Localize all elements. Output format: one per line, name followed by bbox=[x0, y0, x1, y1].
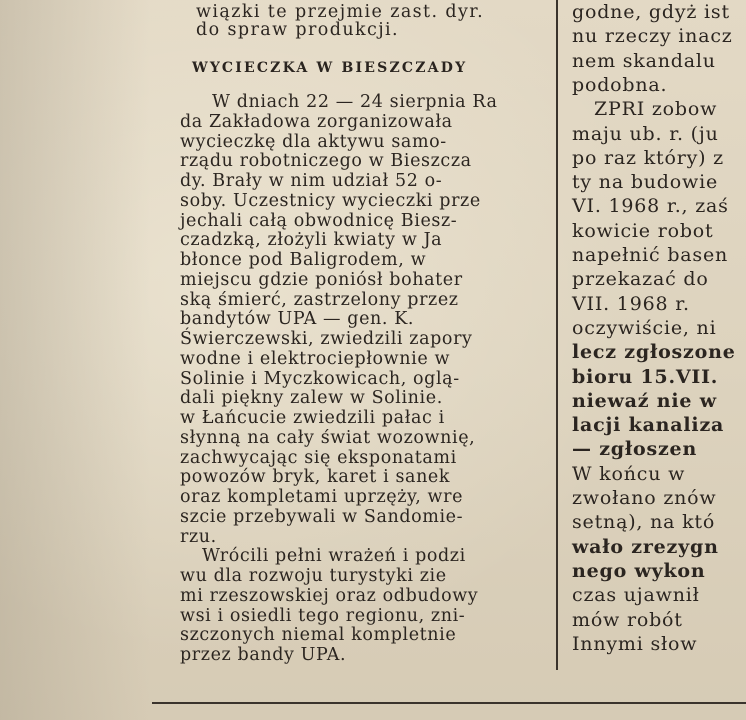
article-line: Wrócili pełni wrażeń i podzi bbox=[202, 546, 466, 567]
article-line: W dniach 22 — 24 sierpnia Ra bbox=[212, 92, 498, 112]
right-column-line: lecz zgłoszone bbox=[572, 341, 736, 364]
article-line: zachwycając się eksponatami bbox=[180, 447, 457, 468]
right-column-line: W końcu w bbox=[572, 462, 686, 485]
right-column-line: VII. 1968 r. bbox=[572, 292, 690, 315]
right-column-line: napełnić basen bbox=[572, 244, 729, 266]
article-line: szczonych niemal kompletnie bbox=[180, 625, 457, 646]
article-heading: WYCIECZKA W BIESZCZADY bbox=[192, 60, 468, 76]
article-line: soby. Uczestnicy wycieczki prze bbox=[180, 190, 481, 211]
right-column-line: zwołano znów bbox=[572, 487, 717, 509]
article-line: błonce pod Baligrodem, w bbox=[180, 250, 427, 270]
top-line-1: wiązki te przejmie zast. dyr. bbox=[196, 2, 485, 22]
article-line: wodne i elektrociepłownie w bbox=[180, 348, 451, 369]
article-line: mi rzeszowskiej oraz odbudowy bbox=[180, 585, 479, 606]
right-column-line: wało zrezygn bbox=[572, 535, 719, 558]
right-column-line: Innymi słow bbox=[572, 632, 698, 655]
right-column-line: nego wykon bbox=[572, 559, 706, 582]
right-column-line: mów robót bbox=[572, 608, 683, 631]
right-column-line: kowicie robot bbox=[572, 219, 714, 242]
right-column-line: — zgłoszen bbox=[572, 438, 698, 461]
article-line: w Łańcucie zwiedzili pałac i bbox=[180, 408, 445, 428]
right-column-line: przekazać do bbox=[572, 268, 709, 291]
right-column-line: podobna. bbox=[572, 73, 668, 96]
article-line: przez bandy UPA. bbox=[180, 645, 347, 665]
right-column-line: ZPRI zobow bbox=[594, 98, 718, 121]
right-column-line: godne, gdyż ist bbox=[572, 1, 730, 23]
article-line: szcie przebywali w Sandomie- bbox=[180, 506, 464, 527]
right-column-line: maju ub. r. (ju bbox=[572, 122, 719, 145]
right-column-line: nem skandalu bbox=[572, 49, 716, 72]
right-column-line: po raz który) z bbox=[572, 146, 724, 169]
right-column-line: oczywiście, ni bbox=[572, 316, 717, 339]
right-column-line: czas ujawnił bbox=[572, 584, 700, 607]
article-line: rzu. bbox=[180, 526, 217, 547]
article-line: bandytów UPA — gen. K. bbox=[180, 309, 415, 330]
article-line: dali piękny zalew w Solinie. bbox=[180, 388, 443, 409]
article-line: miejscu gdzie poniósł bohater bbox=[180, 269, 463, 290]
article-line: wsi i osiedli tego regionu, zni- bbox=[180, 605, 466, 626]
article-line: wycieczkę dla aktywu samo- bbox=[180, 131, 447, 152]
article-line: dy. Brały w nim udział 52 o- bbox=[180, 171, 443, 191]
article-line: rządu robotniczego w Bieszcza bbox=[180, 151, 472, 172]
right-column-line: ty na budowie bbox=[572, 171, 718, 194]
right-column-line: bioru 15.VII. bbox=[572, 365, 719, 388]
article-line: Solinie i Myczkowicach, oglą- bbox=[180, 368, 460, 389]
article-line: oraz kompletami uprzęży, wre bbox=[180, 487, 464, 507]
bottom-divider bbox=[152, 702, 746, 704]
page-shadow bbox=[0, 0, 150, 720]
article-line: da Zakładowa zorganizowała bbox=[180, 111, 453, 132]
article-line: Świerczewski, zwiedzili zapory bbox=[180, 329, 473, 349]
right-column-line: nu rzeczy inacz bbox=[572, 25, 733, 48]
right-column-line: setną), na któ bbox=[572, 511, 716, 534]
right-column-line: VI. 1968 r., zaś bbox=[572, 195, 729, 218]
article-line: powozów bryk, karet i sanek bbox=[180, 467, 451, 488]
right-column-line: niewaź nie w bbox=[572, 389, 717, 412]
article-line: jechali całą obwodnicę Biesz- bbox=[180, 210, 458, 231]
top-line-2: do spraw produkcji. bbox=[196, 20, 399, 40]
article-line: ską śmierć, zastrzelony przez bbox=[180, 289, 459, 310]
article-line: wu dla rozwoju turystyki zie bbox=[180, 566, 447, 586]
column-divider bbox=[556, 0, 558, 670]
right-column-line: lacji kanaliza bbox=[572, 414, 725, 437]
article-line: czadzką, złożyli kwiaty w Ja bbox=[180, 230, 443, 251]
article-line: słynną na cały świat wozownię, bbox=[180, 427, 476, 448]
